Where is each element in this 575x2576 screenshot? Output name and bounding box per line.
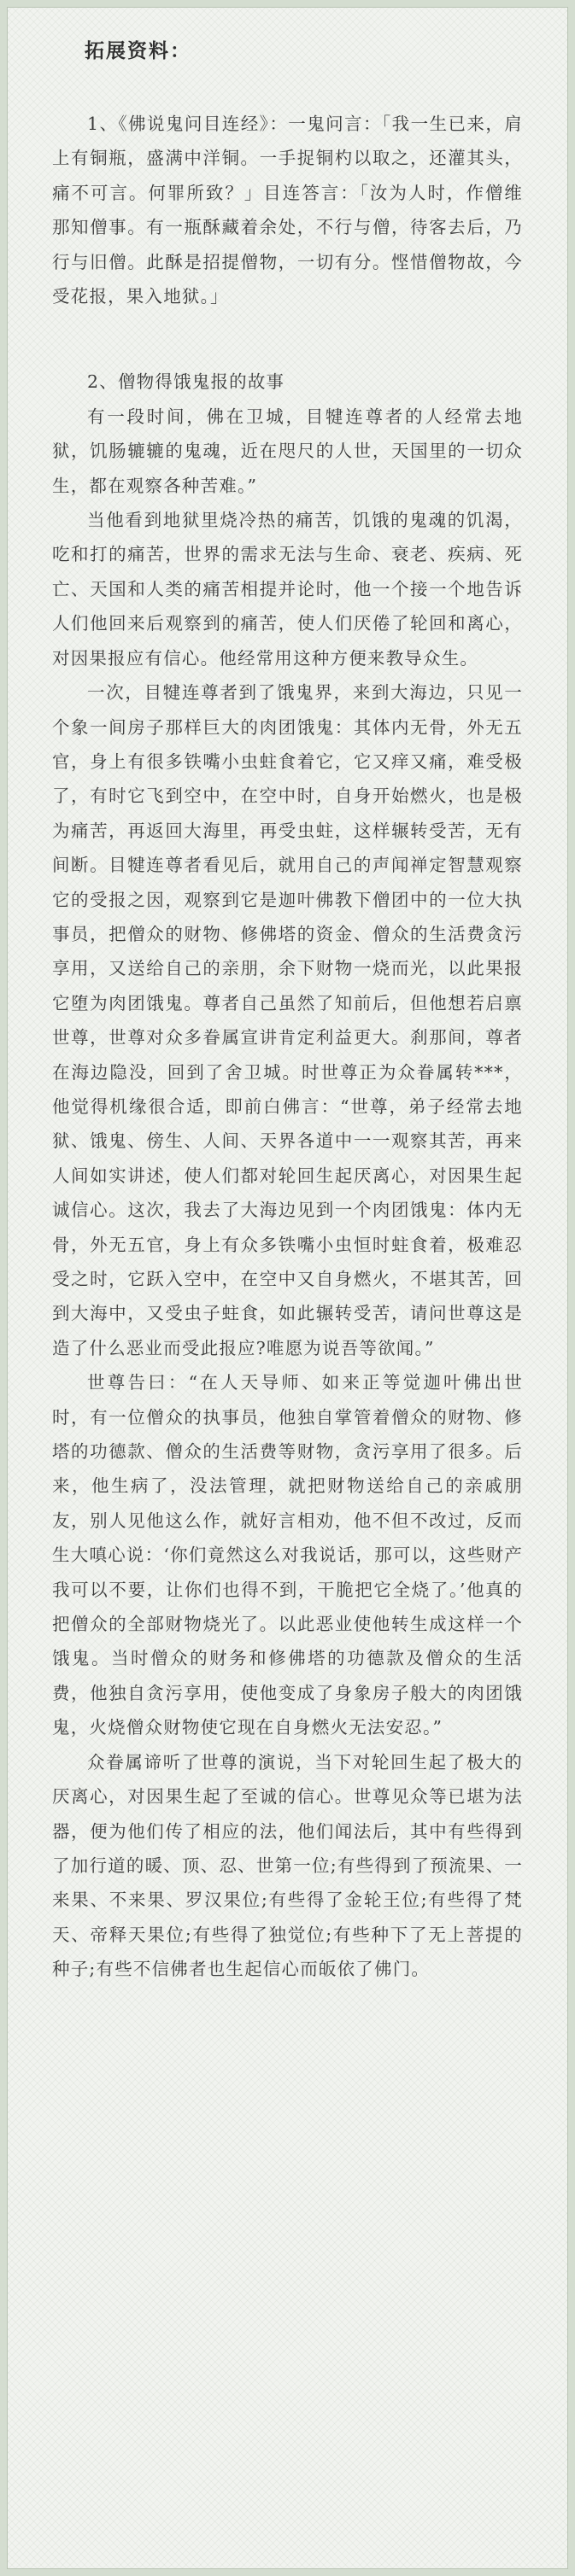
section2-title: 2、僧物得饿鬼报的故事 xyxy=(87,371,285,393)
section2-paragraph-1: 有一段时间，佛在卫城，目犍连尊者的人经常去地狱，饥肠辘辘的鬼魂，近在咫尺的人世，天国里的一切众生，都在观察各种苦难。” xyxy=(52,406,523,496)
section2-paragraph-4: 世尊告曰：“在人天导师、如来正等觉迦叶佛出世时，有一位僧众的执事员，他独自掌管着僧众的财物、修塔的功德款、僧众的生活费等财物，贪污享用了很多。后来，他生病了，没法管理，就把财物送给自己的亲戚朋友，别人见他这么作，就好言相劝，他不但不改过，反而生大嗔心说：‘你们竟然这么对我说话，那可以，这些财产我可以不要，让你们也得不到，干脆把它全烧了。’他真的把僧众的全部财物烧光了。以此恶业使他转生成这样一个饿鬼。当时僧众的财务和修佛塔的功德款及僧众的生活费，他独自贪污享用，使他变成了身象房子般大的肉团饿鬼，火烧僧众财物使它现在自身燃火无法安忍。” xyxy=(52,1372,523,1738)
section1-paragraph: 1、《佛说鬼问目连经》：一鬼问言：「我一生已来，肩上有铜瓶，盛满中洋铜。一手捉铜杓以取之，还灌其头，痛不可言。何罪所致？」目连答言：「汝为人时，作僧维那知僧事。有一瓶酥藏着余处，不行与僧，待客去后，乃行与旧僧。此酥是招提僧物，一切有分。悭惜僧物故，今受花报，果入地狱。」 xyxy=(52,114,523,307)
section2-paragraph-3: 一次，目犍连尊者到了饿鬼界，来到大海边，只见一个象一间房子那样巨大的肉团饿鬼：其体内无骨，外无五官，身上有很多铁嘴小虫蛀食着它，它又痒又痛，难受极了，有时它飞到空中，在空中时，自身开始燃火，也是极为痛苦，再返回大海里，再受虫蛀，这样辗转受苦，无有间断。目犍连尊者看见后，就用自己的声闻禅定智慧观察它的受报之因，观察到它是迦叶佛教下僧团中的一位大执事员，把僧众的财物、修佛塔的资金、僧众的生活费贪污享用，又送给自己的亲朋，余下财物一烧而光，以此果报它堕为肉团饿鬼。尊者自己虽然了知前后，但他想若启禀世尊，世尊对众多眷属宣讲肯定利益更大。刹那间，尊者在海边隐没，回到了舍卫城。时世尊正为众眷属转***，他觉得机缘很合适，即前白佛言：“世尊，弟子经常去地狱、饿鬼、傍生、人间、天界各道中一一观察其苦，再来人间如实讲述，使人们都对轮回生起厌离心，对因果生起诚信心。这次，我去了大海边见到一个肉团饿鬼：体内无骨，外无五官，身上有众多铁嘴小虫恒时蛀食着，极难忍受之时，它跃入空中，在空中又自身燃火，不堪其苦，回到大海中，又受虫子蛀食，如此辗转受苦，请问世尊这是造了什么恶业而受此报应?唯愿为说吾等欲闻。” xyxy=(52,682,523,1358)
section2-paragraph-5: 众眷属谛听了世尊的演说，当下对轮回生起了极大的厌离心，对因果生起了至诚的信心。世尊见众等已堪为法器，便为他们传了相应的法，他们闻法后，其中有些得到了加行道的暖、顶、忍、世第一位;有些得到了预流果、一来果、不来果、罗汉果位;有些得了金轮王位;有些得了梵天、帝释天果位;有些得了独觉位;有些种下了无上菩提的种子;有些不信佛者也生起信心而皈依了佛门。 xyxy=(52,1751,523,1980)
document-page xyxy=(7,7,568,2569)
section2-paragraph-2: 当他看到地狱里烧冷热的痛苦，饥饿的鬼魂的饥渴，吃和打的痛苦，世界的需求无法与生命、衰老、疾病、死亡、天国和人类的痛苦相提并论时，他一个接一个地告诉人们他回来后观察到的痛苦，使人们厌倦了轮回和离心，对因果报应有信心。他经常用这种方便来教导众生。 xyxy=(52,510,523,669)
section-heading: 拓展资料： xyxy=(85,39,191,62)
